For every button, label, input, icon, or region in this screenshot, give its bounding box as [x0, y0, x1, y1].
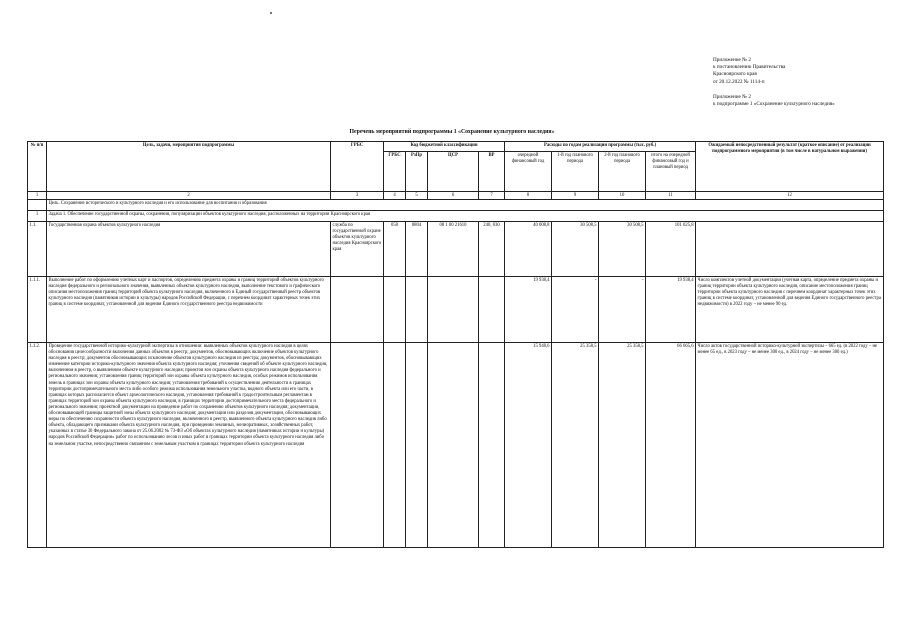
row-year-1: 30 508,5	[552, 222, 599, 277]
measures-table	[27, 141, 884, 548]
row-num: 1.1.1.	[28, 277, 47, 343]
col-index: 7	[479, 192, 505, 200]
row-code-grbs	[384, 343, 406, 548]
row-code-csr	[428, 277, 479, 343]
header-budget-rzpr: РзПр	[406, 152, 428, 192]
col-index: 11	[646, 192, 696, 200]
task-row	[28, 211, 884, 222]
appendix-line: Приложение № 2	[713, 57, 751, 63]
header-budget-vr: ВР	[479, 152, 505, 192]
row-code-rzpr: 0804	[406, 222, 428, 277]
col-index: 8	[505, 192, 552, 200]
col-index: 6	[428, 192, 479, 200]
header-grbs: ГРБС	[331, 142, 384, 192]
header-num: № п/п	[28, 142, 47, 192]
task-text: Задача 1. Обеспечение государственной охраны, сохранения, популяризации объектов культурного наследия, расположенных на территории Красноярского края	[47, 211, 884, 222]
row-code-vr: 240, 830	[479, 222, 505, 277]
header-year-1: 1-й год планового периода	[552, 152, 599, 192]
row-grbs: служба по государственной охране объектов культурного наследия Красноярского края	[331, 222, 384, 277]
header-total: итого на очередной финансовый год и плановый период	[646, 152, 696, 192]
col-index: 12	[696, 192, 884, 200]
row-code-vr	[479, 343, 505, 548]
document-title: Перечень мероприятий подпрограммы 1 «Сохранение культурного наследия»	[349, 129, 555, 135]
header-budget-grbs: ГРБС	[384, 152, 406, 192]
row-code-rzpr	[406, 343, 428, 548]
appendix-line: к подпрограмме 1 «Сохранение культурного наследия»	[713, 101, 835, 108]
header-year-current: очередной финансовый год	[505, 152, 552, 192]
row-year-1: -	[552, 277, 599, 343]
row-year-current: 40 008,8	[505, 222, 552, 277]
row-grbs	[331, 343, 384, 548]
col-index: 2	[47, 192, 331, 200]
appendix-line: от 20.12.2022 № 1114-п	[713, 78, 765, 85]
row-num: 1.1.	[28, 222, 47, 277]
appendix-block	[713, 57, 835, 108]
header-row-1	[28, 142, 884, 152]
row-code-csr: 08 1 00 21610	[428, 222, 479, 277]
row-year-1: 25 358,5	[552, 343, 599, 548]
header-budget-code: Код бюджетной классификации	[384, 142, 505, 152]
row-result	[696, 222, 884, 277]
scan-speck	[270, 12, 272, 14]
table-row	[28, 277, 884, 343]
header-expenses: Расходы по годам реализации программы (тыс. руб.)	[505, 142, 696, 152]
col-index: 4	[384, 192, 406, 200]
row-total: 66 665,6	[646, 343, 696, 548]
row-code-grbs	[384, 277, 406, 343]
goal-row	[28, 200, 884, 211]
row-year-2: -	[599, 277, 646, 343]
row-year-2: 30 508,5	[599, 222, 646, 277]
table-row	[28, 343, 884, 548]
column-index-row	[28, 192, 884, 200]
row-result: Число актов государственной историко-культурной экспертизы – 665 ед. (в 2022 году – не менее 65 ед., в 2023 году – не менее 300 ед., в 2024 году – не менее 300 ед.)	[696, 343, 884, 548]
row-year-2: 25 358,5	[599, 343, 646, 548]
row-text: Проведение государственной историко-культурной экспертизы в отношении: выявленных объектов культурного наследия в целях обоснования целесообразности включения данных объектов в реестр; документов, обосновывающих включение объектов культурного наследия в реестр; документов обосновывающих исключение объектов культурного наследия из реестра; документов, обосновывающих изменение категории историко-культурного значения объекта культурного наследия; уточнения сведений об объекте культурного наследия, включенном в реестр, о выявленном объекте культурного наследия; проектов зон охраны объекта культурного наследия федерального и регионального значения; установления границ территорий зон охраны объекта культурного наследия, особых режимов использования земель в границах зон охраны объекта культурного наследия; установления требований к осуществлению деятельности в границах территории достопримечательного места либо особого режима использования земельного участка, водного объекта или его части, в границах которых располагается объект археологического наследия, установления требований к градостроительным регламентам в границах территорий зон охраны объекта культурного наследия, в границах территории достопримечательного места федерального и регионального значения; проектной документации на проведение работ по сохранению объектов культурного наследия; документации, обосновывающей границы защитной зоны объекта культурного наследия; документации или разделов документации, обосновывающих меры по обеспечению сохранности объекта культурного наследия, включенного в реестр, выявленного объекта культурного наследия либо объекта, обладающего признаками объекта культурного наследия, при проведении земляных, мелиоративных, хозяйственных работ, указанных в статье 30 Федерального закона от 25.06.2002 № 73-ФЗ «Об объектах культурного наследия (памятниках истории и культуры) народов Российской Федерации» работ по использованию лесов и иных работ в границах территории объекта культурного наследия либо на земельном участке, непосредственно связанном с земельным участком в границах территории объекта культурного наследия	[47, 343, 331, 548]
row-grbs	[331, 277, 384, 343]
row-year-current: 19 938,4	[505, 277, 552, 343]
row-total: 101 025,8	[646, 222, 696, 277]
row-code-rzpr	[406, 277, 428, 343]
row-code-csr	[428, 343, 479, 548]
row-text: Выполнение работ по оформлению учетных карт и паспортов, определению предмета охраны и границ территорий объектов культурного наследия федерального и регионального значения, выявленных объектов культурного наследия, выполнение текстового и графического описания местоположения границ территорий объекта культурного наследия, включенного в Единый государственный реестр объектов культурного наследия (памятников истории и культуры) народов Российской Федерации, с перечнем координат характерных точек этих границ в системе координат, установленной для ведения Единого государственного реестра недвижимости	[47, 277, 331, 343]
appendix-line: к постановлению Правительства	[713, 64, 786, 71]
header-budget-csr: ЦСР	[428, 152, 479, 192]
header-goal: Цель, задачи, мероприятия подпрограммы	[47, 142, 331, 192]
goal-text: Цель. Сохранение исторического и культурного наследия и его использование для воспитания и образования	[47, 200, 884, 211]
header-year-2: 2-й год планового периода	[599, 152, 646, 192]
table-row	[28, 222, 884, 277]
row-text: Государственная охрана объектов культурного наследия	[47, 222, 331, 277]
task-num: 1	[28, 211, 47, 222]
appendix-line: Красноярского края	[713, 71, 757, 78]
row-year-current: 15 948,6	[505, 343, 552, 548]
col-index: 10	[599, 192, 646, 200]
appendix-line: Приложение № 2	[713, 93, 751, 100]
header-result: Ожидаемый непосредственный результат (краткое описание) от реализации подпрограммного мероприятия (в том числе в натуральном выражении)	[696, 142, 884, 192]
col-index: 1	[28, 192, 47, 200]
row-code-grbs: 058	[384, 222, 406, 277]
col-index: 9	[552, 192, 599, 200]
row-result: Число комплектов учетной документации (учетная карта, определение предмета охраны и границ территории объекта культурного наследия, описание местоположения границ территории объекта культурного наследия с перечнем координат характерных точек этих границ в системе координат, установленной для ведения Единого государственного реестра недвижимости) в 2022 году – не менее 90 ед.	[696, 277, 884, 343]
row-num: 1.1.2.	[28, 343, 47, 548]
row-total: 19 938,4	[646, 277, 696, 343]
row-code-vr	[479, 277, 505, 343]
col-index: 5	[406, 192, 428, 200]
col-index: 3	[331, 192, 384, 200]
